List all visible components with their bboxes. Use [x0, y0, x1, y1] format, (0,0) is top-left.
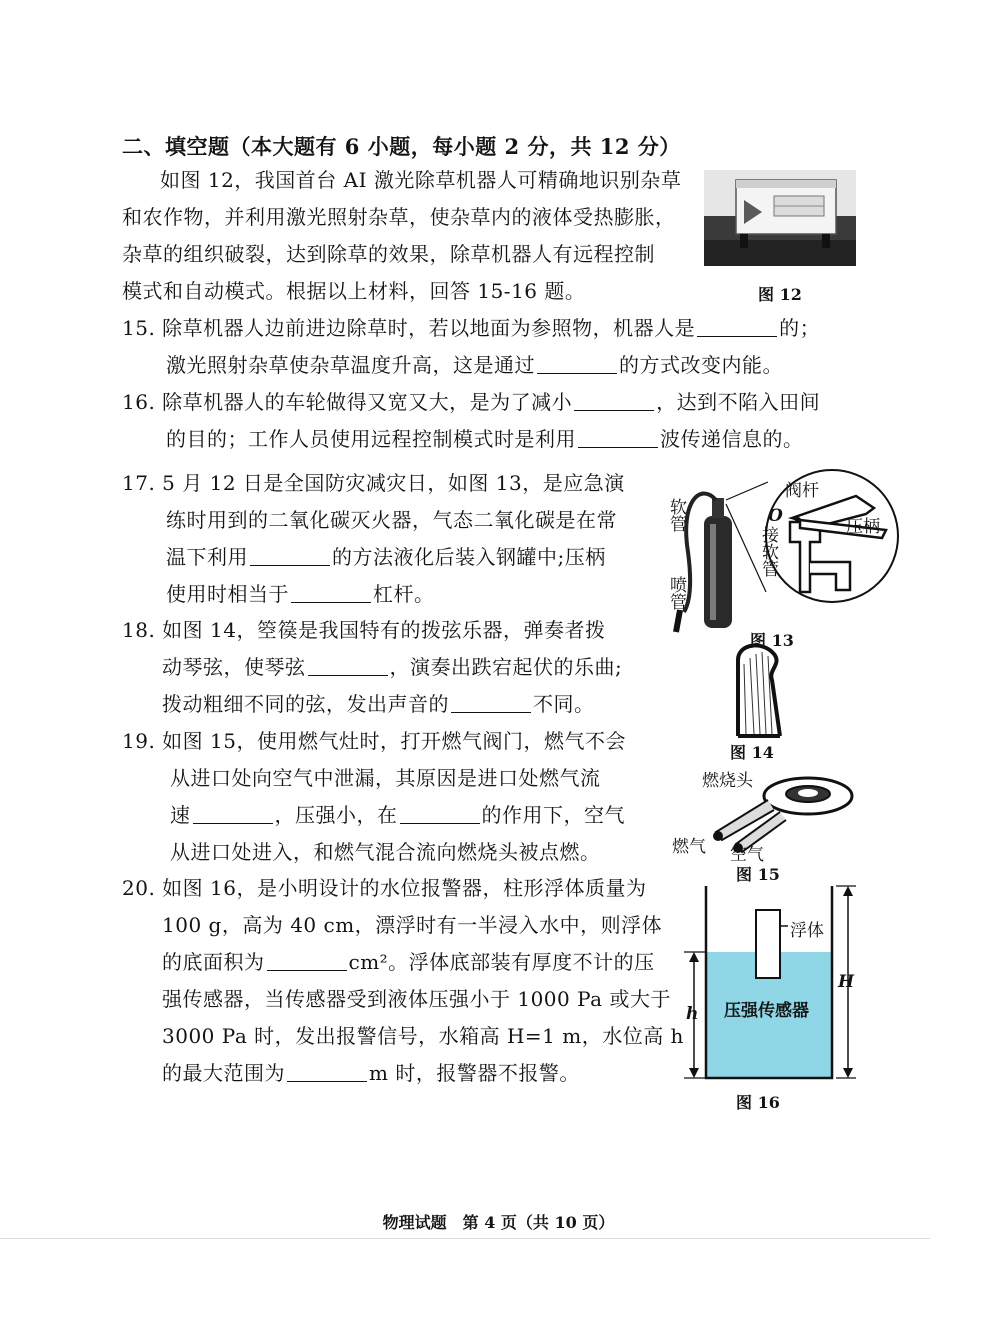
fig15-label-air: 空气	[730, 845, 764, 865]
question-18-number: 18.	[122, 618, 156, 642]
question-18-text-b: 动琴弦，使琴弦	[162, 655, 306, 679]
question-19-text-b: 速	[170, 803, 191, 827]
fig13-label-handle: 压柄	[846, 517, 880, 537]
fig13-label-pivot: O	[768, 506, 783, 526]
question-18-text-e: 不同。	[533, 692, 595, 716]
question-19-text-c: ，压强小，在	[274, 803, 398, 827]
fig13-label-valve: 阀杆	[785, 481, 819, 501]
question-19-line-4: 从进口处进入，和燃气混合流向燃烧头被点燃。	[170, 840, 601, 864]
question-18-text-c: ，演奏出跌宕起伏的乐曲;	[389, 655, 623, 679]
intro-line-2: 和农作物，并利用激光照射杂草，使杂草内的液体受热膨胀，	[122, 205, 676, 229]
question-20-number: 20.	[122, 876, 156, 900]
answer-blank-20a[interactable]	[267, 952, 347, 971]
question-15-text-c: 激光照射杂草使杂草温度升高，这是通过	[166, 353, 535, 377]
question-20-text-c: cm²。浮体底部装有厚度不计的压	[348, 950, 655, 974]
question-16-text-b: ，达到不陷入田间	[656, 390, 821, 414]
question-15-text-d: 的方式改变内能。	[619, 353, 783, 377]
question-20-line-5: 3000 Pa 时，发出报警信号，水箱高 H=1 m，水位高 h	[162, 1024, 684, 1048]
figure-12-robot-photo	[704, 170, 856, 266]
fig13-label-connector: 接软管	[758, 526, 778, 577]
question-18-line-1	[122, 617, 605, 643]
intro-line-4: 模式和自动模式。根据以上材料，回答 15-16 题。	[122, 279, 586, 303]
question-17-line-1	[122, 470, 625, 496]
question-15-text-b: 的；	[779, 316, 821, 340]
question-20-line-2: 100 g，高为 40 cm，漂浮时有一半浸入水中，则浮体	[162, 913, 663, 937]
question-17-text-e: 杠杆。	[373, 582, 435, 606]
question-16-text-d: 波传递信息的。	[660, 427, 804, 451]
question-17-text-a: 5 月 12 日是全国防灾减灾日，如图 13，是应急演	[162, 471, 625, 495]
question-19-text-a: 如图 15，使用燃气灶时，打开燃气阀门，燃气不会	[162, 729, 626, 753]
question-16-line-1	[122, 389, 820, 415]
question-20-text-d: 的最大范围为	[162, 1061, 285, 1085]
answer-blank-18a[interactable]	[308, 657, 388, 676]
question-20-text-a: 如图 16，是小明设计的水位报警器，柱形浮体质量为	[162, 876, 647, 900]
question-20-line-1	[122, 875, 646, 901]
fig16-label-sensor: 压强传感器	[724, 1001, 809, 1021]
question-19-line-1	[122, 728, 626, 754]
answer-blank-17b[interactable]	[291, 584, 371, 603]
question-15-line-1	[122, 315, 820, 341]
answer-blank-20b[interactable]	[287, 1063, 367, 1082]
question-18-line-3	[162, 691, 595, 717]
fig15-label-burner: 燃烧头	[702, 771, 753, 791]
question-17-number: 17.	[122, 471, 156, 495]
question-17-text-d: 使用时相当于	[166, 582, 289, 606]
question-15-number: 15.	[122, 316, 156, 340]
question-20-text-b: 的底面积为	[162, 950, 265, 974]
question-17-text-b: 温下利用	[166, 545, 248, 569]
fig15-label-gas: 燃气	[672, 837, 706, 857]
figure-12-caption: 图 12	[758, 285, 802, 304]
question-17-text-c: 的方法液化后装入钢罐中;压柄	[332, 545, 606, 569]
answer-blank-19b[interactable]	[400, 805, 480, 824]
question-18-text-a: 如图 14，箜篌是我国特有的拨弦乐器，弹奏者拨	[162, 618, 606, 642]
answer-blank-16b[interactable]	[578, 429, 658, 448]
question-15-text-a: 除草机器人边前进边除草时，若以地面为参照物，机器人是	[162, 316, 696, 340]
figure-16-caption: 图 16	[736, 1093, 780, 1112]
question-15-line-2	[166, 352, 783, 378]
figure-15-caption: 图 15	[736, 865, 780, 884]
question-16-number: 16.	[122, 390, 156, 414]
answer-blank-15b[interactable]	[537, 355, 617, 374]
question-16-text-a: 除草机器人的车轮做得又宽又大，是为了减小	[162, 390, 573, 414]
footer-divider	[0, 1238, 930, 1239]
question-20-text-e: m 时，报警器不报警。	[369, 1061, 580, 1085]
question-19-line-2: 从进口处向空气中泄漏，其原因是进口处燃气流	[170, 766, 601, 790]
question-20-line-6	[162, 1060, 580, 1086]
question-20-line-4: 强传感器，当传感器受到液体压强小于 1000 Pa 或大于	[162, 987, 671, 1011]
fig16-label-h: h	[686, 1004, 699, 1024]
answer-blank-17a[interactable]	[250, 547, 330, 566]
page-footer: 物理试题 第 4 页（共 10 页）	[382, 1213, 615, 1232]
intro-line-3: 杂草的组织破裂，达到除草的效果，除草机器人有远程控制	[122, 242, 655, 266]
question-17-line-2: 练时用到的二氧化碳灭火器，气态二氧化碳是在常	[166, 508, 617, 532]
fig16-label-float: 浮体	[790, 921, 824, 941]
fig13-label-nozzle: 喷管	[666, 576, 686, 610]
question-19-line-3	[170, 802, 625, 828]
figure-14-harp	[728, 640, 788, 740]
answer-blank-19a[interactable]	[193, 805, 273, 824]
question-18-line-2	[162, 654, 622, 680]
answer-blank-16a[interactable]	[574, 392, 654, 411]
section-title: 二、填空题（本大题有 6 小题，每小题 2 分，共 12 分）	[122, 134, 681, 159]
fig13-label-hose: 软管	[666, 498, 686, 532]
fig16-label-H: H	[838, 972, 855, 992]
answer-blank-15a[interactable]	[697, 318, 777, 337]
figure-13-caption: 图 13	[750, 631, 794, 650]
answer-blank-18b[interactable]	[451, 694, 531, 713]
intro-line-1: 如图 12，我国首台 AI 激光除草机器人可精确地识别杂草	[160, 168, 682, 192]
question-20-line-3	[162, 949, 655, 975]
question-18-text-d: 拨动粗细不同的弦，发出声音的	[162, 692, 449, 716]
question-16-text-c: 的目的；工作人员使用远程控制模式时是利用	[166, 427, 576, 451]
question-16-line-2	[166, 426, 804, 452]
question-19-text-d: 的作用下，空气	[481, 803, 625, 827]
question-17-line-4	[166, 581, 435, 607]
figure-14-caption: 图 14	[730, 743, 774, 762]
question-17-line-3	[166, 544, 606, 570]
question-19-number: 19.	[122, 729, 156, 753]
